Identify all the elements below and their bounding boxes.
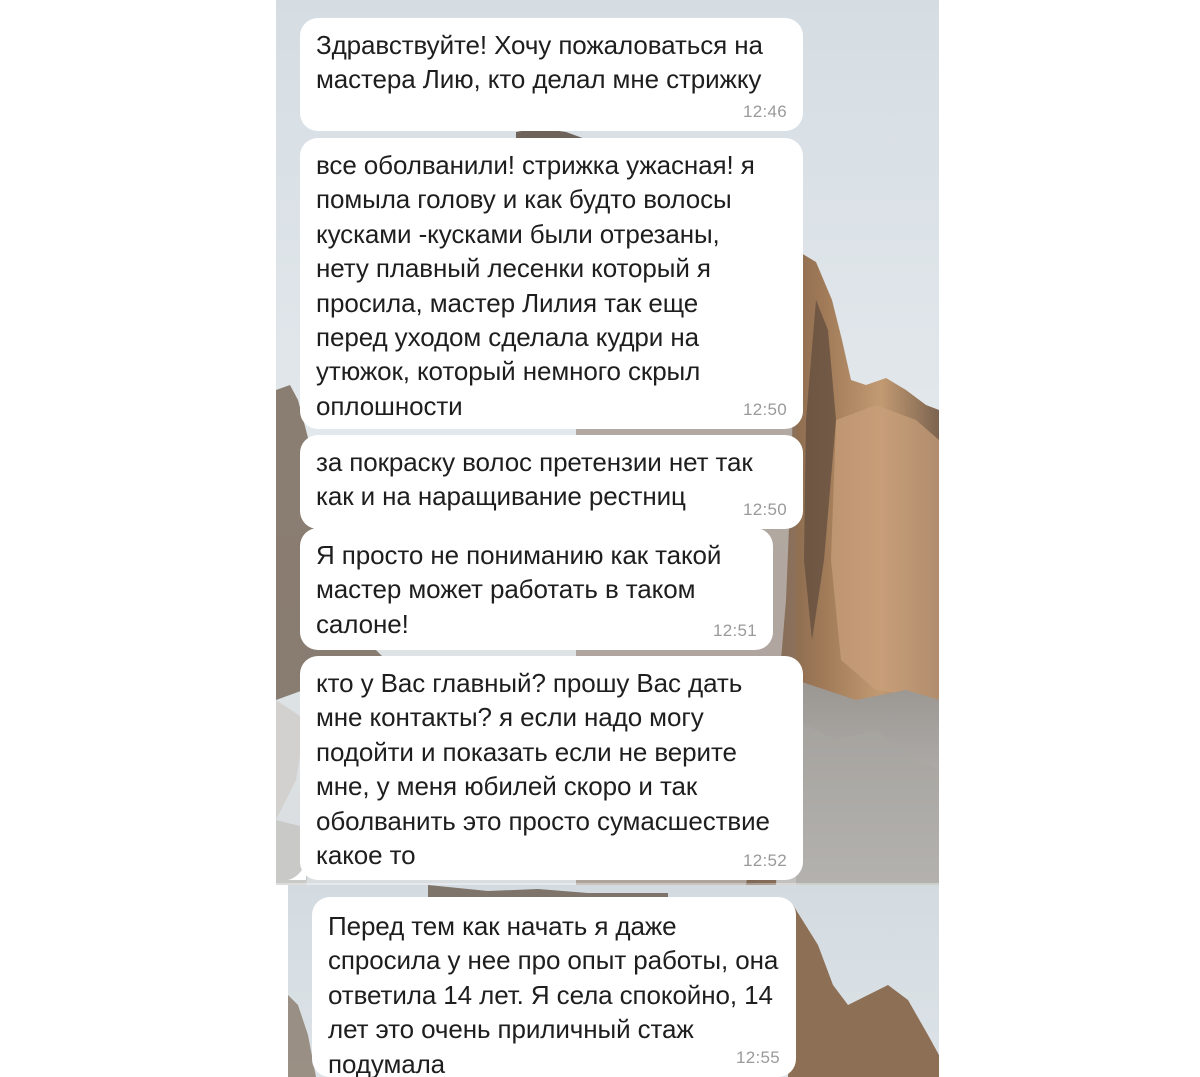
message-time: 12:46 bbox=[742, 102, 787, 121]
message-bubble[interactable] bbox=[300, 435, 803, 529]
message-text: Перед тем как начать я даже спросила у нее про опыт работы, она ответила 14 лет. Я села спокойно, 14 лет это очень приличный стаж подумала bbox=[328, 911, 779, 1077]
message-bubble[interactable] bbox=[300, 18, 803, 131]
divider-edge bbox=[276, 885, 288, 1077]
message-bubble[interactable] bbox=[312, 897, 796, 1077]
message-text: кто у Вас главный? прошу Вас дать мне контакты? я если надо могу подойти и показать если не верите мне, у меня юбилей скоро и так оболванить это просто сумасшествие какое то bbox=[316, 668, 770, 871]
message-text: Здравствуйте! Хочу пожаловаться на мастера Лию, кто делал мне стрижку bbox=[316, 30, 763, 95]
message-bubble[interactable] bbox=[300, 138, 803, 429]
message-time: 12:51 bbox=[712, 621, 757, 640]
message-text: за покраску волос претензии нет так как и на наращивание рестниц bbox=[316, 447, 753, 512]
message-time: 12:55 bbox=[735, 1048, 780, 1067]
message-time: 12:50 bbox=[742, 500, 787, 519]
message-time: 12:52 bbox=[742, 851, 787, 870]
message-text: все оболванили! стрижка ужасная! я помыла голову и как будто волосы кусками -кусками были отрезаны, нету плавный лесенки который я просила, мастер Лилия так еще перед уходом сделала кудри на утюжок, который немного скрыл оплошности bbox=[316, 150, 755, 421]
message-time: 12:50 bbox=[742, 400, 787, 419]
message-text: Я просто не пониманию как такой мастер может работать в таком салоне! bbox=[316, 540, 722, 639]
message-bubble[interactable] bbox=[300, 528, 773, 650]
chat-screenshot bbox=[276, 0, 939, 1077]
message-bubble[interactable] bbox=[300, 656, 803, 880]
bubble-tail-icon bbox=[288, 862, 306, 880]
